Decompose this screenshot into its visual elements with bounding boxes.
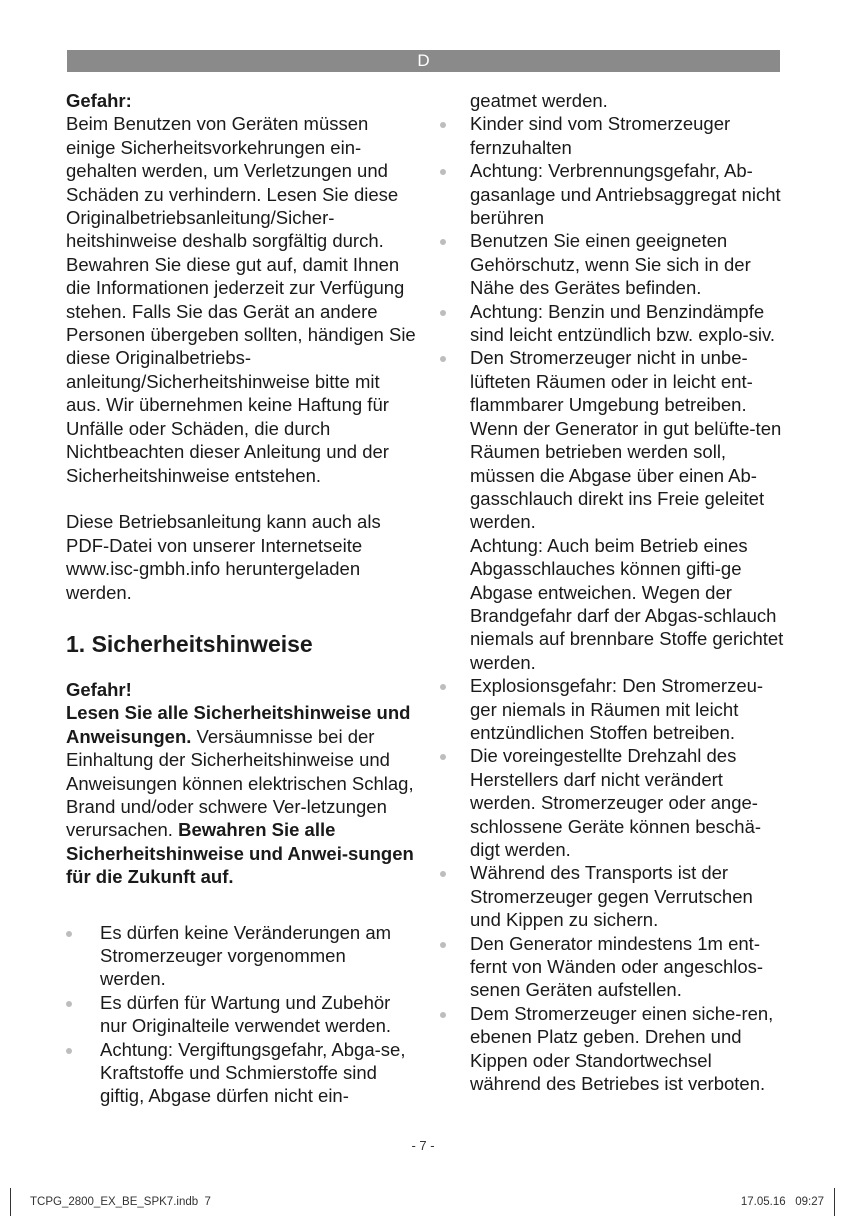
list-item: Achtung: Benzin und Benzindämpfe sind leicht entzündlich bzw. explo-siv. (440, 300, 785, 347)
list-item: Dem Stromerzeuger einen siche-ren, ebenen Platz geben. Drehen und Kippen oder Standortwechsel während des Betriebes ist verboten. (440, 1002, 785, 1096)
list-item: Achtung: Vergiftungsgefahr, Abga-se, Kraftstoffe und Schmierstoffe sind giftig, Abgase dürfen nicht ein- (66, 1038, 416, 1108)
bullet-icon (66, 931, 72, 937)
footer-timestamp: 17.05.16 09:27 (740, 1196, 824, 1208)
bullet-icon (440, 310, 446, 316)
bullet-icon (440, 871, 446, 877)
language-label: D (417, 51, 430, 70)
footer-file-name: TCPG_2800_EX_BE_SPK7.indb 7 (30, 1196, 211, 1208)
right-bullet-list (440, 112, 785, 1095)
bullet-icon (66, 1048, 72, 1054)
danger-title: Gefahr: (66, 90, 132, 111)
pdf-download-text: Diese Betriebsanleitung kann auch als PDF-Datei von unserer Internetseite www.isc-gmbh.info heruntergeladen werden. (66, 511, 381, 603)
warning-bold-2: Bewahren Sie alle Sicherheitshinweise und Anwei-sungen für die Zukunft auf. (66, 819, 414, 888)
language-header-bar (67, 50, 780, 72)
left-column (66, 89, 416, 1108)
warning-paragraph (66, 701, 416, 888)
crop-mark-right (834, 1188, 835, 1216)
list-item: Es dürfen für Wartung und Zubehör nur Originalteile verwendet werden. (66, 991, 416, 1038)
bullet-icon (440, 122, 446, 128)
exhaust-note: Achtung: Auch beim Betrieb eines Abgasschlauches können gifti-ge Abgase entweichen. Wegen der Brandgefahr darf der Abgas-schlauch niemals auf brennbare Stoffe gerichtet werden. (470, 534, 784, 673)
bullet-icon (440, 239, 446, 245)
list-item: Benutzen Sie einen geeigneten Gehörschutz, wenn Sie sich in der Nähe des Gerätes befinden. (440, 229, 785, 299)
warning-title: Gefahr! (66, 678, 132, 700)
list-item: Den Generator mindestens 1m ent-fernt von Wänden oder angeschlos-senen Geräten aufstellen. (440, 932, 785, 1002)
bullet-icon (440, 1012, 446, 1018)
crop-mark-left (10, 1188, 11, 1216)
right-column (440, 89, 785, 1095)
page-number: - 7 - (411, 1138, 435, 1153)
bullet-icon (440, 942, 446, 948)
list-item: Achtung: Verbrennungsgefahr, Ab-gasanlage und Antriebsaggregat nicht berühren (440, 159, 785, 229)
left-bullet-list (66, 921, 416, 1108)
list-item: Während des Transports ist der Stromerzeuger gegen Verrutschen und Kippen zu sichern. (440, 861, 785, 931)
bullet-icon (440, 754, 446, 760)
bullet-icon (440, 169, 446, 175)
section-heading: 1. Sicherheitshinweise (66, 630, 313, 657)
continuation-text: geatmet werden. (470, 90, 608, 111)
list-item: Die voreingestellte Drehzahl des Herstellers darf nicht verändert werden. Stromerzeuger oder ange-schlossene Geräte können beschä-digt werden. (440, 744, 785, 861)
warning-text: Versäumnisse bei der Einhaltung der Sicherheitshinweise und Anweisungen können elektrischen Schlag, Brand und/oder schwere Ver-letzungen verursachen. (66, 725, 414, 841)
warning-bold-1: Lesen Sie alle Sicherheitshinweise und Anweisungen. (66, 702, 411, 747)
list-item: Den Stromerzeuger nicht in unbe-lüfteten Räumen oder in leicht ent-flammbarer Umgebung betreiben. Wenn der Generator in gut belüfte-ten Räumen betrieben werden soll, müssen die Abgase über einen Ab-gasschlauch direkt ins Freie geleitet werden. Achtung: Auch beim Betrieb eines Abgasschlauches können gifti-ge Abgase entweichen. Wegen der Brandgefahr darf der Abgas-schlauch niemals auf brennbare Stoffe gerichtet werden. (440, 346, 785, 674)
bullet-icon (440, 356, 446, 362)
danger-text: Beim Benutzen von Geräten müssen einige Sicherheitsvorkehrungen ein-gehalten werden, um Verletzungen und Schäden zu verhindern. Lesen Sie diese Originalbetriebsanleitung/Sicher-heitshinweise deshalb sorgfältig durch. Bewahren Sie diese gut auf, damit Ihnen die Informationen jederzeit zur Verfügung stehen. Falls Sie das Gerät an andere Personen übergeben sollten, händigen Sie diese Originalbetriebs-anleitung/Sicherheitshinweise bitte mit aus. Wir übernehmen keine Haftung für Unfälle oder Schäden, die durch Nichtbeachten dieser Anleitung und der Sicherheitshinweise entstehen. (66, 113, 416, 486)
list-item: Explosionsgefahr: Den Stromerzeu-ger niemals in Räumen mit leicht entzündlichen Stoffen betreiben. (440, 674, 785, 744)
bullet-icon (66, 1001, 72, 1007)
list-item: Kinder sind vom Stromerzeuger fernzuhalten (440, 112, 785, 159)
list-item: Es dürfen keine Veränderungen am Stromerzeuger vorgenommen werden. (66, 921, 416, 991)
bullet-icon (440, 684, 446, 690)
